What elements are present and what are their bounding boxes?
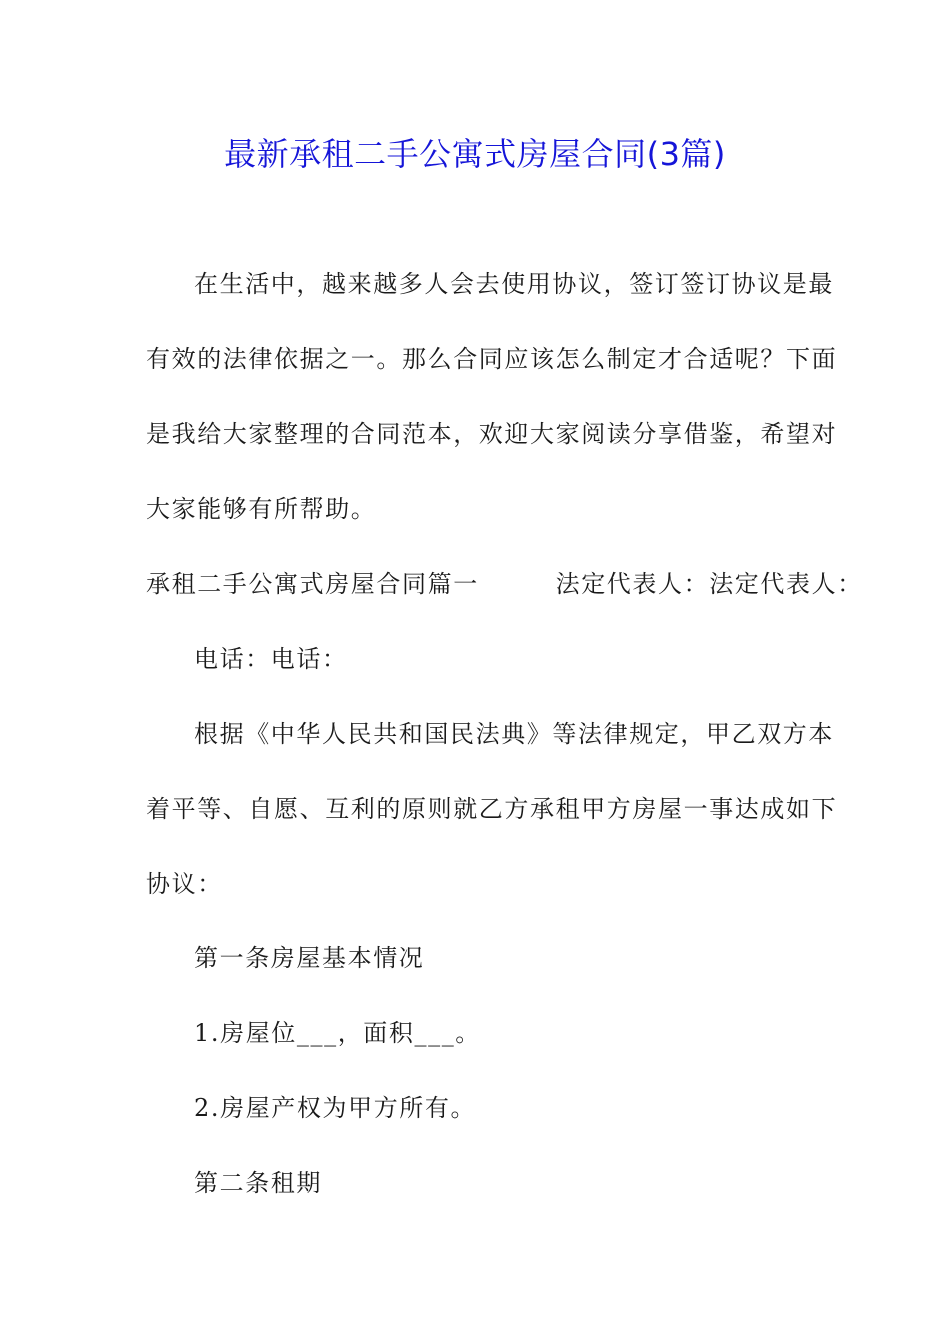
body-line-4: 大家能够有所帮助。 [146, 495, 377, 523]
article-1-heading: 第一条房屋基本情况 [194, 944, 425, 972]
phone-line: 电话：电话： [194, 645, 348, 673]
body-line-3: 是我给大家整理的合同范本，欢迎大家阅读分享借鉴，希望对 [146, 420, 838, 448]
article-1-item-1: 1.房屋位___，面积___。 [194, 1019, 481, 1047]
body-line-9: 协议： [146, 870, 223, 898]
body-line-2: 有效的法律依据之一。那么合同应该怎么制定才合适呢？下面 [146, 345, 838, 373]
document-title: 最新承租二手公寓式房屋合同(3篇) [224, 135, 726, 173]
body-line-8: 着平等、自愿、互利的原则就乙方承租甲方房屋一事达成如下 [146, 795, 838, 823]
article-2-heading: 第二条租期 [194, 1169, 322, 1197]
article-1-item-2: 2.房屋产权为甲方所有。 [194, 1094, 477, 1122]
body-line-1: 在生活中，越来越多人会去使用协议，签订签订协议是最 [194, 270, 834, 298]
body-line-7: 根据《中华人民共和国民法典》等法律规定，甲乙双方本 [194, 720, 834, 748]
section-heading-line: 承租二手公寓式房屋合同篇一 法定代表人：法定代表人： [146, 570, 863, 598]
